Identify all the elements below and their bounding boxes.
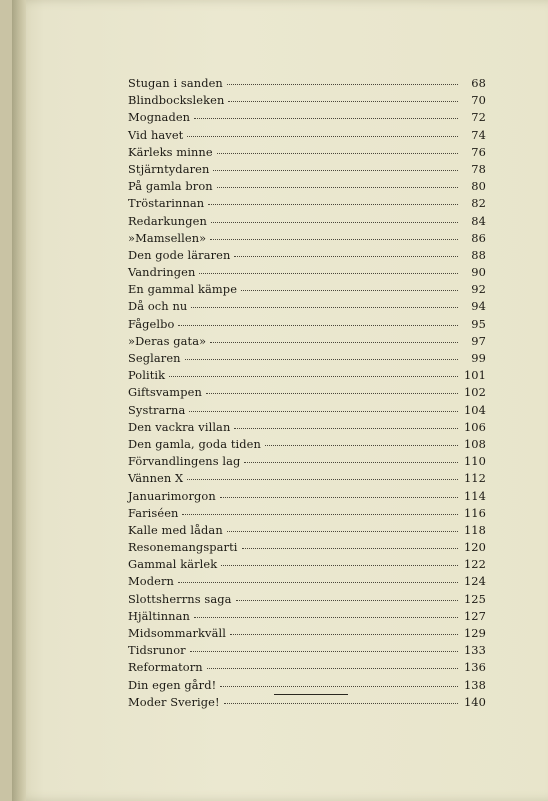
dot-leader bbox=[194, 617, 458, 618]
toc-entry-title: Gammal kärlek bbox=[128, 557, 218, 572]
dot-leader bbox=[224, 703, 458, 704]
toc-entry-page-number: 84 bbox=[471, 213, 486, 228]
toc-entry-title: Giftsvampen bbox=[128, 385, 202, 400]
toc-entry-page-number: 97 bbox=[471, 333, 486, 348]
dot-leader bbox=[210, 342, 458, 343]
toc-entry bbox=[128, 609, 486, 626]
toc-entry-title: Fariséen bbox=[128, 505, 179, 520]
toc-entry-page-number: 94 bbox=[471, 299, 486, 314]
toc-entry-title: Moder Sverige! bbox=[128, 694, 220, 709]
dot-leader bbox=[217, 153, 458, 154]
toc-entry-page-number: 136 bbox=[463, 660, 486, 675]
toc-entry bbox=[128, 317, 486, 334]
toc-entry bbox=[128, 93, 486, 110]
toc-entry-page-number: 106 bbox=[463, 419, 486, 434]
toc-entry-page-number: 80 bbox=[471, 179, 486, 194]
toc-entry-title: På gamla bron bbox=[128, 179, 213, 194]
dot-leader bbox=[194, 118, 458, 119]
toc-entry-title: Förvandlingens lag bbox=[128, 454, 241, 469]
toc-entry-page-number: 120 bbox=[463, 540, 486, 555]
toc-entry-page-number: 112 bbox=[463, 471, 486, 486]
dot-leader bbox=[199, 273, 458, 274]
toc-entry-page-number: 110 bbox=[463, 454, 486, 469]
toc-entry-title: Den gamla, goda tiden bbox=[128, 436, 261, 451]
toc-entry-page-number: 86 bbox=[471, 230, 486, 245]
toc-entry-title: Den vackra villan bbox=[128, 419, 231, 434]
dot-leader bbox=[211, 222, 458, 223]
toc-entry bbox=[128, 643, 486, 660]
toc-entry-title: Fågelbo bbox=[128, 316, 175, 331]
toc-entry-page-number: 104 bbox=[463, 402, 486, 417]
dot-leader bbox=[178, 325, 458, 326]
toc-entry bbox=[128, 248, 486, 265]
toc-entry bbox=[128, 196, 486, 213]
toc-entry-title: Redarkungen bbox=[128, 213, 207, 228]
dot-leader bbox=[189, 411, 458, 412]
toc-entry-title: Tidsrunor bbox=[128, 643, 186, 658]
toc-entry-title: En gammal kämpe bbox=[128, 282, 238, 297]
toc-entry-title: Blindbocksleken bbox=[128, 93, 225, 108]
dot-leader bbox=[220, 497, 458, 498]
toc-entry-page-number: 133 bbox=[463, 643, 486, 658]
toc-entry bbox=[128, 420, 486, 437]
dot-leader bbox=[234, 256, 458, 257]
dot-leader bbox=[182, 514, 458, 515]
toc-entry-title: Mognaden bbox=[128, 110, 191, 125]
toc-entry bbox=[128, 489, 486, 506]
toc-entry-page-number: 72 bbox=[471, 110, 486, 125]
toc-entry bbox=[128, 334, 486, 351]
dot-leader bbox=[191, 307, 458, 308]
toc-entry-page-number: 70 bbox=[471, 93, 486, 108]
toc-entry-page-number: 74 bbox=[471, 127, 486, 142]
dot-leader bbox=[227, 84, 458, 85]
dot-leader bbox=[242, 548, 458, 549]
dot-leader bbox=[187, 136, 458, 137]
closing-rule bbox=[274, 694, 348, 695]
dot-leader bbox=[190, 651, 458, 652]
toc-entry-title: Tröstarinnan bbox=[128, 196, 205, 211]
dot-leader bbox=[221, 565, 458, 566]
toc-entry-page-number: 127 bbox=[463, 608, 486, 623]
toc-entry bbox=[128, 506, 486, 523]
toc-entry-page-number: 124 bbox=[463, 574, 486, 589]
toc-entry bbox=[128, 454, 486, 471]
toc-entry-title: Stjärntydaren bbox=[128, 161, 210, 176]
toc-entry bbox=[128, 231, 486, 248]
toc-entry bbox=[128, 540, 486, 557]
dot-leader bbox=[213, 170, 458, 171]
dot-leader bbox=[227, 531, 458, 532]
toc-entry bbox=[128, 282, 486, 299]
toc-entry-title: Reformatorn bbox=[128, 660, 203, 675]
toc-entry bbox=[128, 76, 486, 93]
toc-entry-title: Den gode läraren bbox=[128, 247, 231, 262]
toc-entry-page-number: 82 bbox=[471, 196, 486, 211]
toc-entry-title: »Mamsellen» bbox=[128, 230, 207, 245]
toc-entry-title: Då och nu bbox=[128, 299, 188, 314]
toc-entry bbox=[128, 695, 486, 712]
toc-entry bbox=[128, 437, 486, 454]
toc-entry-title: Politik bbox=[128, 368, 166, 383]
toc-entry-page-number: 76 bbox=[471, 144, 486, 159]
toc-entry-page-number: 101 bbox=[463, 368, 486, 383]
toc-entry bbox=[128, 179, 486, 196]
toc-entry-page-number: 88 bbox=[471, 247, 486, 262]
dot-leader bbox=[265, 445, 458, 446]
toc-entry bbox=[128, 403, 486, 420]
toc-entry bbox=[128, 299, 486, 316]
toc-entry bbox=[128, 574, 486, 591]
toc-entry-title: Vännen X bbox=[128, 471, 184, 486]
toc-entry bbox=[128, 678, 486, 695]
toc-entry bbox=[128, 557, 486, 574]
toc-entry bbox=[128, 592, 486, 609]
toc-entry-title: »Deras gata» bbox=[128, 333, 207, 348]
dot-leader bbox=[244, 462, 458, 463]
dot-leader bbox=[234, 428, 458, 429]
toc-entry bbox=[128, 626, 486, 643]
dot-leader bbox=[185, 359, 458, 360]
dot-leader bbox=[217, 187, 458, 188]
book-page bbox=[12, 0, 548, 801]
toc-entry bbox=[128, 351, 486, 368]
toc-entry-title: Kärleks minne bbox=[128, 144, 213, 159]
toc-entry-title: Vandringen bbox=[128, 265, 196, 280]
toc-entry-title: Stugan i sanden bbox=[128, 76, 223, 90]
toc-entry-title: Kalle med lådan bbox=[128, 522, 223, 537]
toc-entry-page-number: 122 bbox=[463, 557, 486, 572]
dot-leader bbox=[220, 686, 458, 687]
toc-entry-page-number: 68 bbox=[471, 76, 486, 90]
dot-leader bbox=[208, 204, 458, 205]
toc-entry-page-number: 118 bbox=[463, 522, 486, 537]
toc-entry-title: Resonemangsparti bbox=[128, 540, 238, 555]
toc-entry-page-number: 138 bbox=[463, 677, 486, 692]
toc-entry-page-number: 125 bbox=[463, 591, 486, 606]
toc-entry-page-number: 102 bbox=[463, 385, 486, 400]
toc-entry-title: Januarimorgon bbox=[128, 488, 216, 503]
dot-leader bbox=[230, 634, 458, 635]
toc-entry-title: Hjältinnan bbox=[128, 608, 190, 623]
dot-leader bbox=[228, 101, 458, 102]
toc-entry-page-number: 92 bbox=[471, 282, 486, 297]
toc-entry-title: Vid havet bbox=[128, 127, 184, 142]
toc-entry bbox=[128, 128, 486, 145]
table-of-contents bbox=[128, 76, 486, 712]
toc-entry-title: Seglaren bbox=[128, 351, 181, 365]
dot-leader bbox=[206, 393, 458, 394]
toc-entry bbox=[128, 110, 486, 127]
dot-leader bbox=[236, 600, 459, 601]
dot-leader bbox=[169, 376, 458, 377]
toc-entry bbox=[128, 214, 486, 231]
toc-entry bbox=[128, 523, 486, 540]
toc-entry-page-number: 140 bbox=[463, 694, 486, 709]
toc-entry-title: Din egen gård! bbox=[128, 677, 217, 692]
toc-entry-page-number: 114 bbox=[463, 488, 486, 503]
toc-entry bbox=[128, 368, 486, 385]
dot-leader bbox=[241, 290, 458, 291]
toc-entry-page-number: 90 bbox=[471, 265, 486, 280]
toc-entry-page-number: 116 bbox=[463, 505, 486, 520]
toc-entry-page-number: 108 bbox=[463, 436, 486, 451]
toc-entry bbox=[128, 162, 486, 179]
page-binding-edge bbox=[12, 0, 26, 801]
toc-entry-title: Systrarna bbox=[128, 402, 186, 417]
toc-entry bbox=[128, 471, 486, 488]
dot-leader bbox=[210, 239, 458, 240]
toc-entry-title: Modern bbox=[128, 574, 174, 589]
toc-entry-title: Midsommarkväll bbox=[128, 626, 226, 640]
dot-leader bbox=[187, 479, 458, 480]
toc-entry bbox=[128, 145, 486, 162]
toc-entry-page-number: 129 bbox=[463, 626, 486, 640]
toc-entry-page-number: 95 bbox=[471, 316, 486, 331]
toc-entry-title: Slottsherrns saga bbox=[128, 591, 232, 606]
toc-entry-page-number: 78 bbox=[471, 161, 486, 176]
dot-leader bbox=[207, 668, 458, 669]
toc-entry bbox=[128, 385, 486, 402]
toc-entry-page-number: 99 bbox=[471, 351, 486, 365]
toc-entry bbox=[128, 265, 486, 282]
dot-leader bbox=[178, 582, 458, 583]
toc-entry bbox=[128, 660, 486, 677]
